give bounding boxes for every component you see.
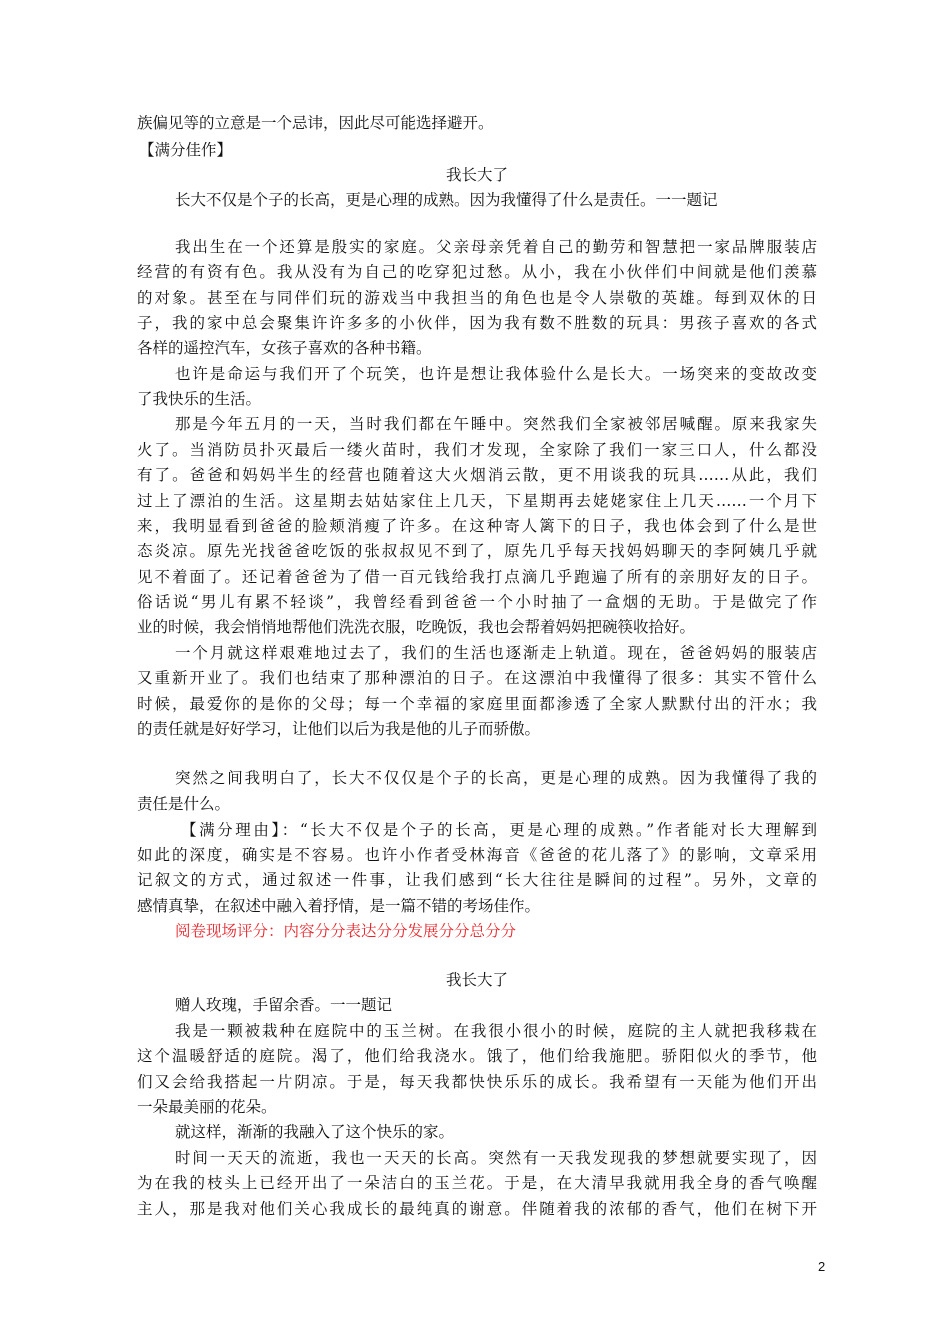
text-line: 业的时候，我会悄悄地帮他们洗洗衣服，吃晚饭，我也会帮着妈妈把碗筷收拾好。 <box>137 618 696 636</box>
text-line: 族偏见等的立意是一个忌讳，因此尽可能选择避开。 <box>137 114 494 132</box>
text-line: 又重新开业了。我们也结束了那种漂泊的日子。在这漂泊中我懂得了很多：其实不管什么 <box>137 669 817 687</box>
text-line: 时间一天天的流逝，我也一天天的长高。突然有一天我发现我的梦想就要实现了，因 <box>175 1149 817 1167</box>
text-line: 的对象。甚至在与同伴们玩的游戏当中我担当的角色也是令人崇敬的英雄。每到双休的日 <box>137 289 817 307</box>
text-line: 过上了漂泊的生活。这星期去姑姑家住上几天，下星期再去姥姥家住上几天……一个月下 <box>137 492 817 510</box>
text-line: 为在我的枝头上已经开出了一朵洁白的玉兰花。于是，在大清早我就用我全身的香气唤醒 <box>137 1174 817 1192</box>
text-line: 时候，最爱你的是你的父母；每一个幸福的家庭里面都渗透了全家人默默付出的汗水；我 <box>137 695 817 713</box>
comment-line: 【满分理由】：“长大不仅是个子的长高，更是心理的成熟。”作者能对长大理解到 <box>181 821 817 839</box>
text-line: 有了。爸爸和妈妈半生的经营也随着这大火烟消云散，更不用谈我的玩具……从此，我们 <box>137 466 817 484</box>
page-number: 2 <box>818 1259 826 1274</box>
text-line: 经营的有资有色。我从没有为自己的吃穿犯过愁。从小，我在小伙伴们中间就是他们羡慕 <box>137 263 817 281</box>
text-line: 我是一颗被栽种在庭院中的玉兰树。在我很小很小的时候，庭院的主人就把我移栽在 <box>175 1022 817 1040</box>
text-line: 的责任就是好好学习，让他们以后为我是他的儿子而骄傲。 <box>137 720 541 738</box>
section-heading: 【满分佳作】 <box>139 141 233 159</box>
text-line: 我出生在一个还算是殷实的家庭。父亲母亲凭着自己的勤劳和智慧把一家品牌服装店 <box>175 238 817 256</box>
comment-line: 感情真挚，在叙述中融入着抒情，是一篇不错的考场佳作。 <box>137 897 541 915</box>
text-line: 主人，那是我对他们关心我成长的最纯真的谢意。伴随着我的浓郁的香气，他们在树下开 <box>137 1200 817 1218</box>
text-line: 这个温暖舒适的庭院。渴了，他们给我浇水。饿了，他们给我施肥。骄阳似火的季节，他 <box>137 1047 817 1065</box>
essay-title: 我长大了 <box>445 166 508 184</box>
essay-title: 我长大了 <box>445 971 508 989</box>
text-line: 也许是命运与我们开了个玩笑，也许是想让我体验什么是长大。一场突来的变故改变 <box>175 365 817 383</box>
comment-line: 如此的深度，确实是不容易。也许小作者受林海音《爸爸的花儿落了》的影响，文章采用 <box>137 846 817 864</box>
scoring-line: 阅卷现场评分：内容分分表达分分发展分分总分分 <box>175 922 517 940</box>
epigraph: 赠人玫瑰，手留余香。一一题记 <box>175 996 393 1014</box>
text-line: 一个月就这样艰难地过去了，我们的生活也逐渐走上轨道。现在，爸爸妈妈的服装店 <box>175 644 817 662</box>
epigraph: 长大不仅是个子的长高，更是心理的成熟。因为我懂得了什么是责任。一一题记 <box>175 191 718 209</box>
text-line: 那是今年五月的一天，当时我们都在午睡中。突然我们全家被邻居喊醒。原来我家失 <box>175 415 817 433</box>
text-line: 责任是什么。 <box>137 795 231 813</box>
text-line: 态炎凉。原先光找爸爸吃饭的张叔叔见不到了，原先几乎每天找妈妈聊天的李阿姨几乎就 <box>137 542 817 560</box>
text-line: 火了。当消防员扑灭最后一缕火苗时，我们才发现，全家除了我们一家三口人，什么都没 <box>137 441 817 459</box>
text-line: 就这样，渐渐的我融入了这个快乐的家。 <box>175 1123 455 1141</box>
text-line: 了我快乐的生活。 <box>137 390 262 408</box>
text-line: 突然之间我明白了，长大不仅仅是个子的长高，更是心理的成熟。因为我懂得了我的 <box>175 769 817 787</box>
text-line: 子，我的家中总会聚集许许多多的小伙伴，因为我有数不胜数的玩具：男孩子喜欢的各式 <box>137 314 817 332</box>
text-line: 见不着面了。还记着爸爸为了借一百元钱给我打点滴几乎跑遍了所有的亲朋好友的日子。 <box>137 568 817 586</box>
text-line: 们又会给我搭起一片阴凉。于是，每天我都快快乐乐的成长。我希望有一天能为他们开出 <box>137 1073 817 1091</box>
text-line: 一朵最美丽的花朵。 <box>137 1098 277 1116</box>
text-line: 俗话说“男儿有累不轻谈”，我曾经看到爸爸一个小时抽了一盒烟的无助。于是做完了作 <box>137 593 817 611</box>
comment-line: 记叙文的方式，通过叙述一件事，让我们感到“长大往往是瞬间的过程”。另外，文章的 <box>137 871 817 889</box>
text-line: 来，我明显看到爸爸的脸颊消瘦了许多。在这种寄人篱下的日子，我也体会到了什么是世 <box>137 517 817 535</box>
text-line: 各样的遥控汽车，女孩子喜欢的各种书籍。 <box>137 339 432 357</box>
